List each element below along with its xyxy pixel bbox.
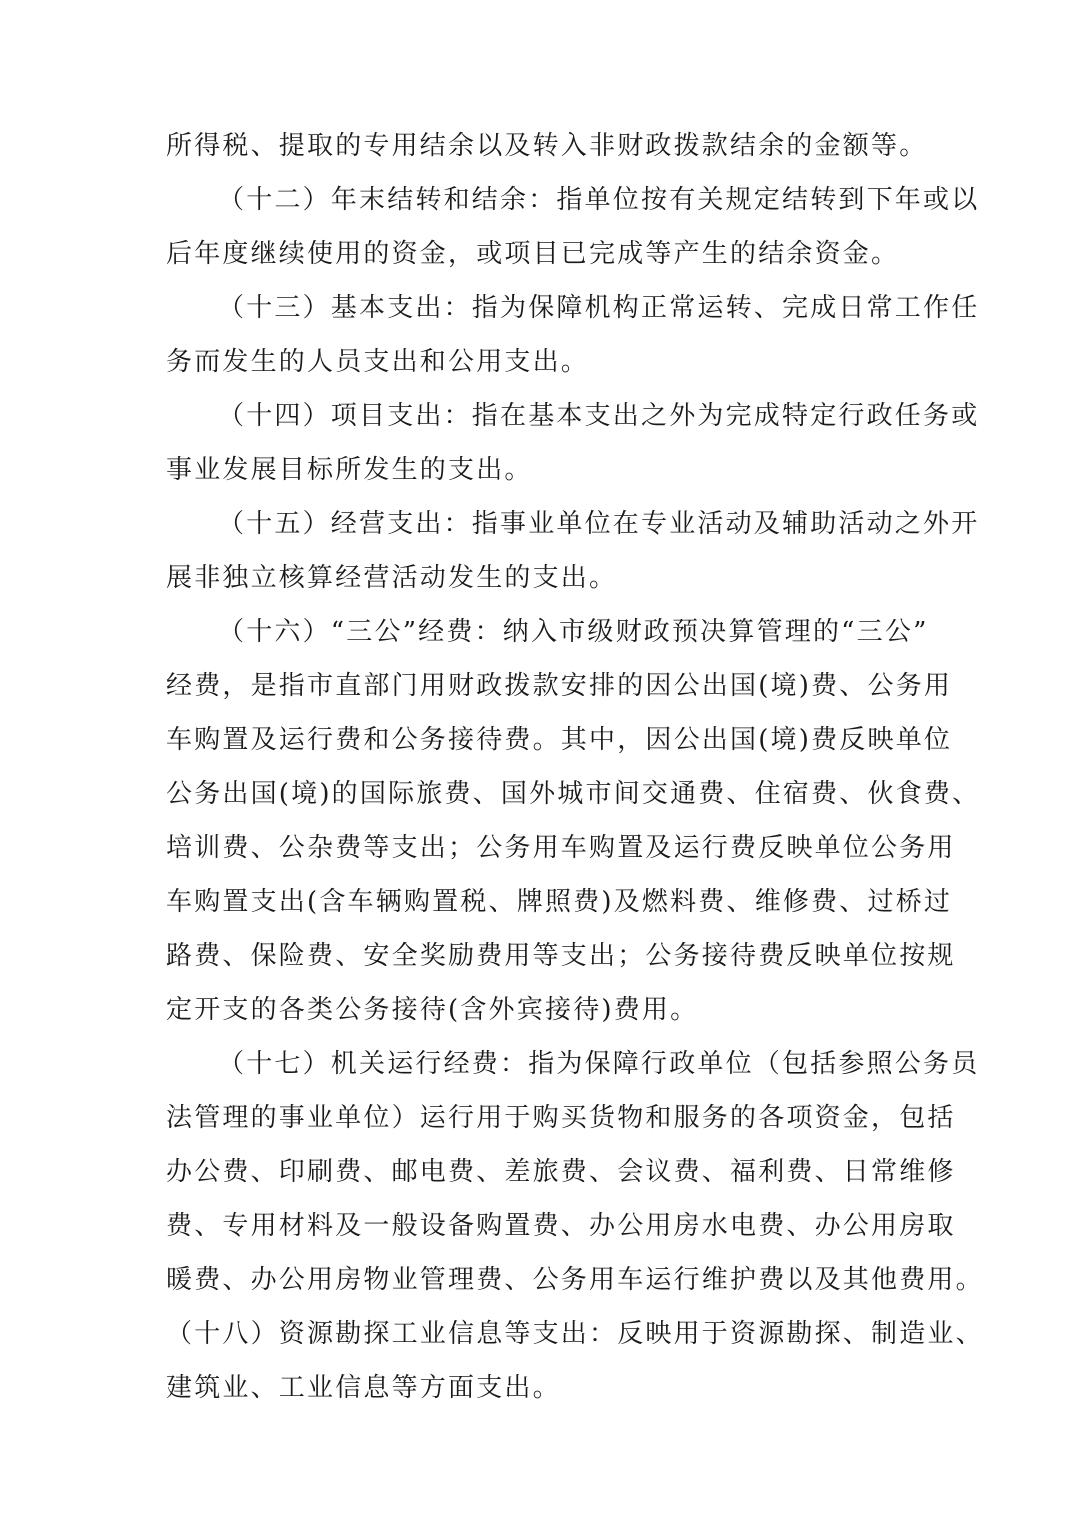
text-line: （十六）“三公”经费：纳入市级财政预决算管理的“三公” [218, 617, 929, 647]
text-line: （十二）年末结转和结余：指单位按有关规定结转到下年或以 [218, 185, 980, 215]
text-line: 经费，是指市直部门用财政拨款安排的因公出国(境)费、公务用 [166, 671, 953, 701]
text-line: 定开支的各类公务接待(含外宾接待)费用。 [166, 995, 699, 1025]
text-line: 办公费、印刷费、邮电费、差旅费、会议费、福利费、日常维修 [166, 1157, 956, 1187]
text-line: 务而发生的人员支出和公用支出。 [166, 347, 590, 377]
text-line: 路费、保险费、安全奖励费用等支出；公务接待费反映单位按规 [166, 941, 956, 971]
text-line: 费、专用材料及一般设备购置费、办公用房水电费、办公用房取 [166, 1211, 956, 1241]
text-line: 后年度继续使用的资金，或项目已完成等产生的结余资金。 [166, 239, 900, 269]
text-line: 展非独立核算经营活动发生的支出。 [166, 563, 618, 593]
text-line: 暖费、办公用房物业管理费、公务用车运行维护费以及其他费用。 [166, 1265, 984, 1295]
text-line: （十八）资源勘探工业信息等支出：反映用于资源勘探、制造业、 [166, 1319, 984, 1349]
text-line: （十四）项目支出：指在基本支出之外为完成特定行政任务或 [218, 401, 980, 431]
text-line: （十五）经营支出：指事业单位在专业活动及辅助活动之外开 [218, 509, 980, 539]
text-line: 培训费、公杂费等支出；公务用车购置及运行费反映单位公务用 [166, 833, 956, 863]
text-line: 车购置及运行费和公务接待费。其中，因公出国(境)费反映单位 [166, 725, 953, 755]
text-line: 事业发展目标所发生的支出。 [166, 455, 533, 485]
text-line: 建筑业、工业信息等方面支出。 [166, 1373, 561, 1403]
text-line: （十三）基本支出：指为保障机构正常运转、完成日常工作任 [218, 293, 980, 323]
text-line: 所得税、提取的专用结余以及转入非财政拨款结余的金额等。 [166, 131, 928, 161]
text-line: 公务出国(境)的国际旅费、国外城市间交通费、住宿费、伙食费、 [166, 779, 981, 809]
text-line: 法管理的事业单位）运行用于购买货物和服务的各项资金，包括 [166, 1103, 956, 1133]
text-line: （十七）机关运行经费：指为保障行政单位（包括参照公务员 [218, 1049, 980, 1079]
text-line: 车购置支出(含车辆购置税、牌照费)及燃料费、维修费、过桥过 [166, 887, 953, 917]
